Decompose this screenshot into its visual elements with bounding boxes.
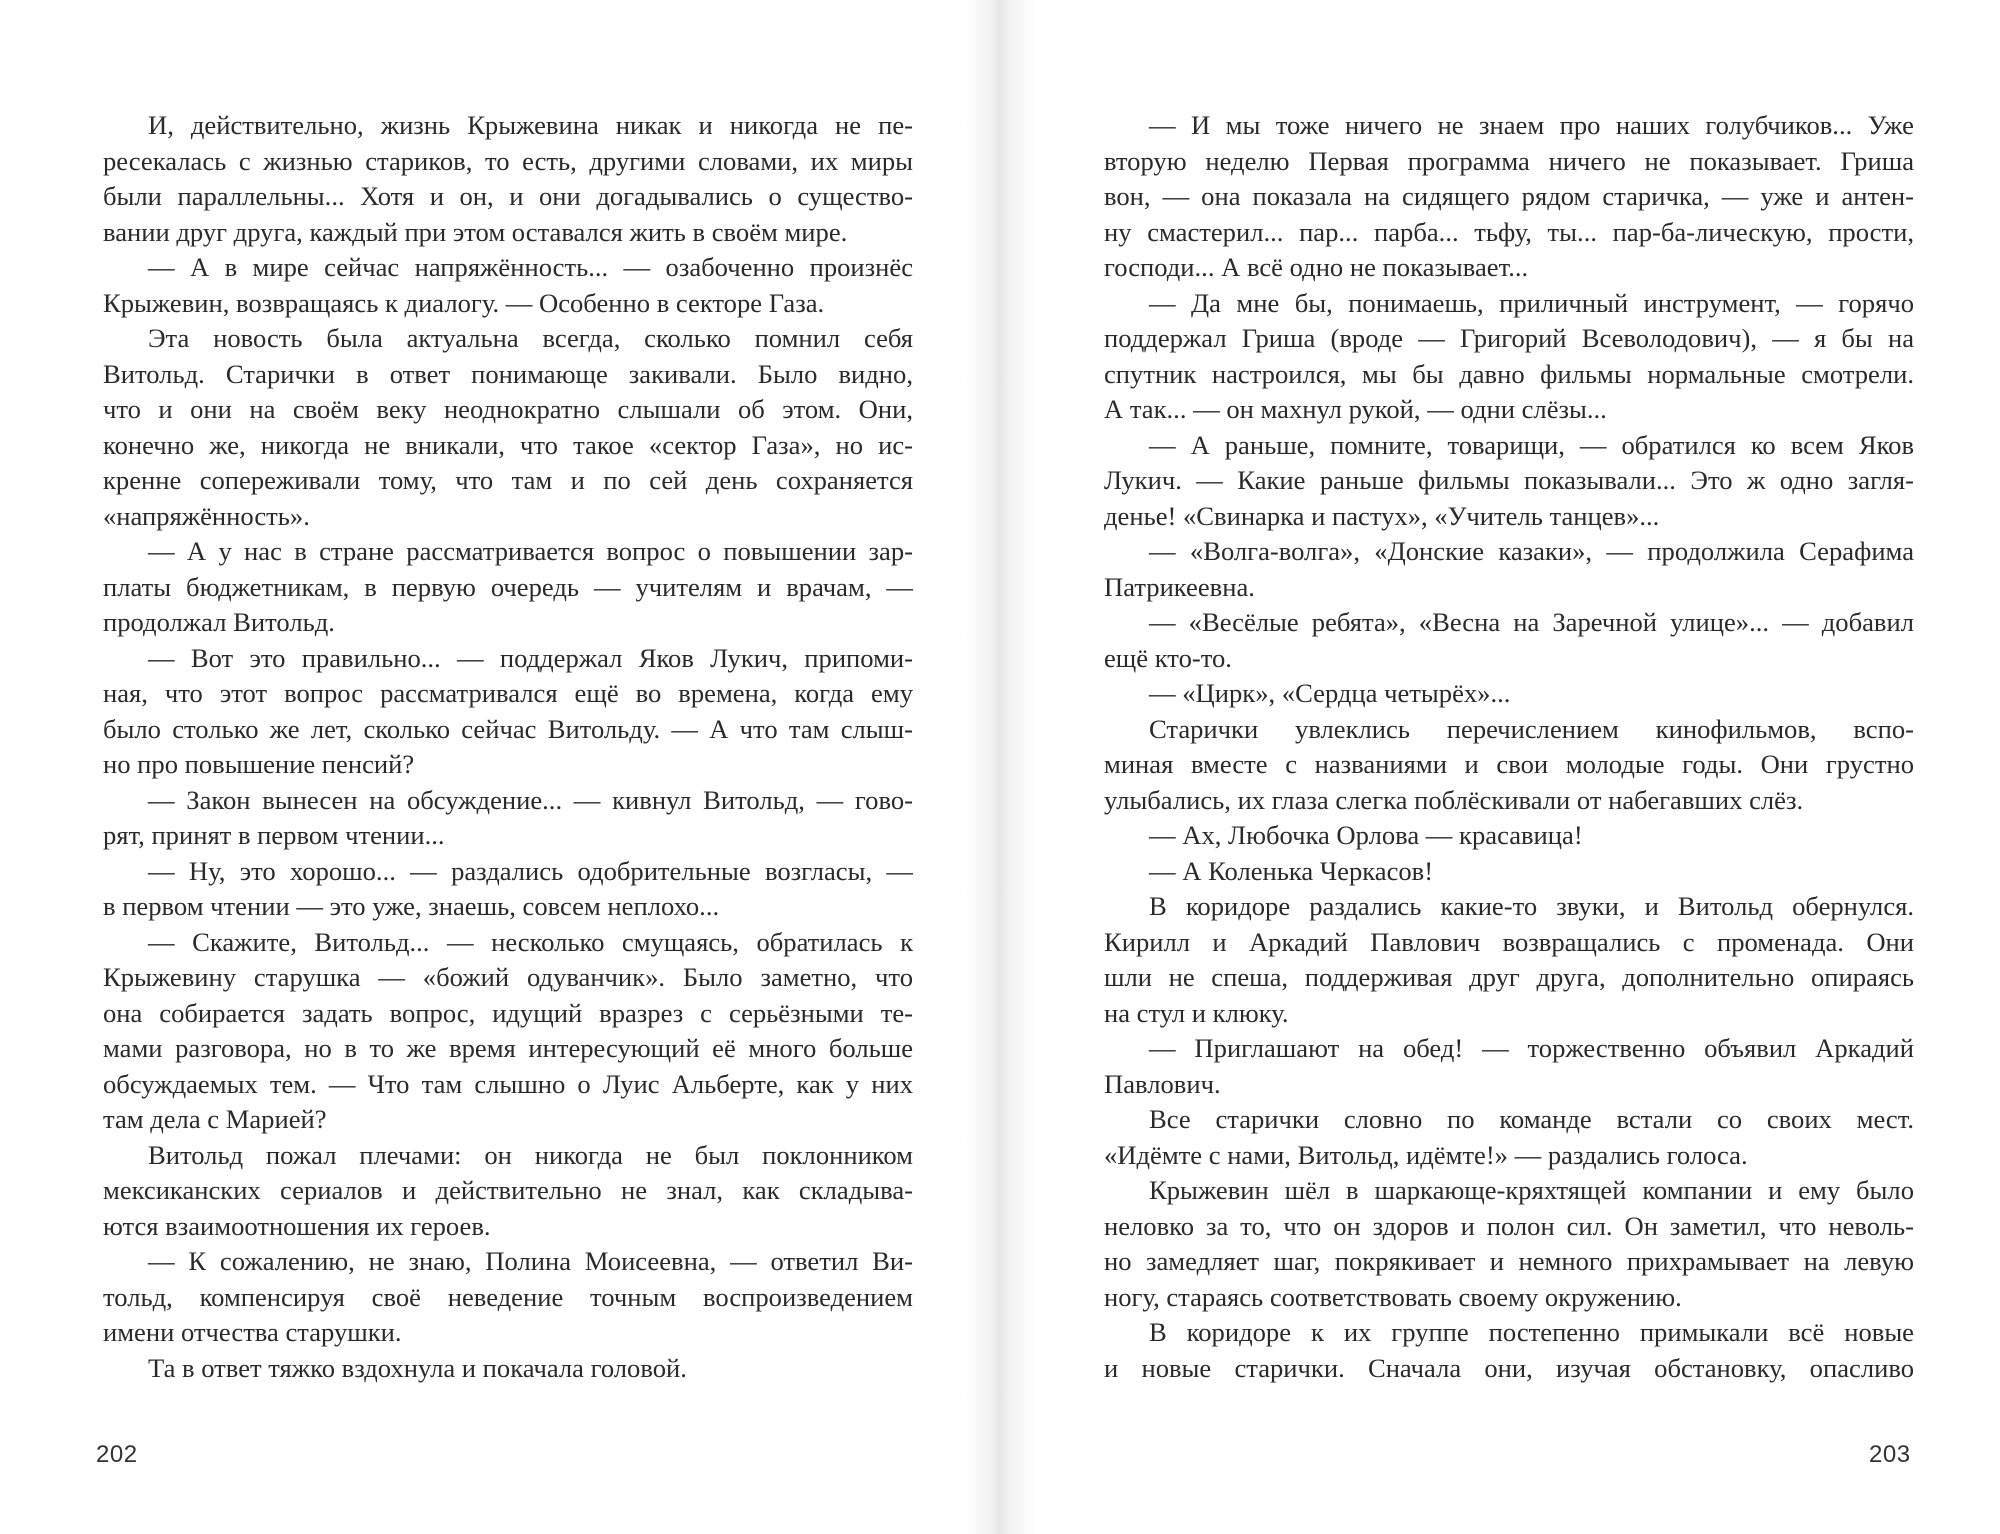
text-line: В коридоре раздались какие-то звуки, и Витольд обернулся. — [1149, 891, 1914, 921]
page-number-right: 203 — [1869, 1441, 1911, 1468]
right-page — [1000, 0, 2000, 1534]
text-line: ногу, стараясь соответствовать своему окружению. — [1104, 1281, 1682, 1312]
text-line: — И мы тоже ничего не знаем про наших голубчиков... Уже — [1149, 110, 1914, 140]
text-line: ресекалась с жизнью стариков, то есть, другими словами, их миры — [103, 145, 913, 176]
text-line: на стул и клюку. — [1104, 997, 1289, 1028]
text-line: Крыжевин, возвращаясь к диалогу. — Особенно в секторе Газа. — [103, 287, 825, 318]
right-page-text — [1104, 108, 1914, 1386]
text-line: рят, принят в первом чтении... — [103, 820, 445, 850]
text-line: Витольд. Старички в ответ понимающе закивали. Было видно, — [103, 358, 913, 389]
left-page-text — [103, 108, 913, 1386]
text-line: улыбались, их глаза слегка поблёскивали от набегавших слёз. — [1104, 784, 1804, 815]
text-line: кренне сопереживали тому, что там и по сей день сохраняется — [103, 465, 913, 495]
text-line: «напряжённость». — [103, 500, 310, 531]
text-line: — А Коленька Черкасов! — [1149, 855, 1434, 886]
text-line: спутник настроился, мы бы давно фильмы нормальные смотрели. — [1104, 358, 1914, 389]
text-line: — «Волга-волга», «Донские казаки», — продолжила Серафима — [1149, 536, 1914, 566]
text-line: было столько же лет, сколько сейчас Витольду. — А что там слыш- — [103, 713, 913, 744]
text-line: — А раньше, помните, товарищи, — обратился ко всем Яков — [1149, 429, 1914, 460]
text-line: вон, — она показала на сидящего рядом старичка, — уже и антен- — [1104, 181, 1914, 211]
text-line: «Идёмте с нами, Витольд, идёмте!» — раздались голоса. — [1104, 1139, 1748, 1170]
text-line: — Закон вынесен на обсуждение... — кивнул Витольд, — гово- — [148, 784, 913, 815]
text-line: — К сожалению, не знаю, Полина Моисеевна, — ответил Ви- — [148, 1246, 913, 1276]
text-line: господи... А всё одно не показывает... — [1104, 252, 1529, 282]
text-line: в первом чтении — это уже, знаешь, совсем неплохо... — [103, 891, 720, 921]
text-line: Старички увлеклись перечислением кинофильмов, вспо- — [1149, 713, 1914, 744]
text-line: миная вместе с названиями и свои молодые годы. Они грустно — [1104, 749, 1914, 779]
text-line: И, действительно, жизнь Крыжевина никак и никогда не пе- — [148, 110, 913, 140]
page-number-left: 202 — [96, 1441, 138, 1468]
text-line: — «Цирк», «Сердца четырёх»... — [1149, 678, 1511, 708]
text-line: имени отчества старушки. — [103, 1317, 402, 1347]
text-line: В коридоре к их группе постепенно примыкали всё новые — [1149, 1317, 1914, 1347]
text-line: Лукич. — Какие раньше фильмы показывали... Это ж одно загля- — [1104, 465, 1914, 495]
text-line: но про повышение пенсий? — [103, 749, 415, 779]
text-line: и новые старички. Сначала они, изучая обстановку, опасливо — [1104, 1352, 1914, 1383]
text-line: конечно же, никогда не вникали, что такое «сектор Газа», но ис- — [103, 429, 913, 460]
text-line: тольд, компенсируя своё неведение точным воспроизведением — [103, 1281, 913, 1312]
text-line: денье! «Свинарка и пастух», «Учитель танцев»... — [1104, 500, 1660, 531]
text-line: Эта новость была актуальна всегда, сколько помнил себя — [148, 323, 913, 353]
text-line: мексиканских сериалов и действительно не знал, как складыва- — [103, 1175, 913, 1205]
text-line: — Вот это правильно... — поддержал Яков Лукич, припоми- — [148, 642, 913, 673]
text-line: — Ах, Любочка Орлова — красавица! — [1149, 820, 1583, 850]
text-line: Патрикеевна. — [1104, 571, 1255, 602]
text-line: поддержал Гриша (вроде — Григорий Всеволодович), — я бы на — [1104, 323, 1914, 353]
text-line: — Скажите, Витольд... — несколько смущаясь, обратилась к — [148, 926, 913, 957]
text-line: мами разговора, но в то же время интересующий её много больше — [103, 1033, 913, 1063]
text-line: ются взаимоотношения их героев. — [103, 1210, 491, 1241]
text-line: — «Весёлые ребята», «Весна на Заречной улице»... — добавил — [1149, 607, 1914, 637]
text-line: вторую неделю Первая программа ничего не показывает. Гриша — [1104, 145, 1914, 176]
text-line: неловко за то, что он здоров и полон сил. Он заметил, что неволь- — [1104, 1210, 1914, 1241]
text-line: А так... — он махнул рукой, — одни слёзы... — [1104, 394, 1607, 424]
text-line: ещё кто-то. — [1104, 642, 1232, 673]
text-line: Крыжевину старушка — «божий одуванчик». Было заметно, что — [103, 962, 913, 992]
text-line: Витольд пожал плечами: он никогда не был поклонником — [148, 1139, 913, 1170]
text-line: были параллельны... Хотя и он, и они догадывались о существо- — [103, 181, 913, 211]
text-line: Та в ответ тяжко вздохнула и покачала головой. — [148, 1352, 687, 1383]
text-line: — Да мне бы, понимаешь, приличный инструмент, — горячо — [1149, 287, 1914, 318]
text-line: вании друг друга, каждый при этом оставался жить в своём мире. — [103, 216, 848, 247]
text-line: Все старички словно по команде встали со своих мест. — [1149, 1104, 1914, 1134]
text-line: Кирилл и Аркадий Павлович возвращались с променада. Они — [1104, 926, 1914, 957]
text-line: ная, что этот вопрос рассматривался ещё во времена, когда ему — [103, 678, 913, 708]
text-line: обсуждаемых тем. — Что там слышно о Луис Альберте, как у них — [103, 1068, 913, 1099]
text-line: она собирается задать вопрос, идущий вразрез с серьёзными те- — [103, 997, 913, 1028]
text-line: продолжал Витольд. — [103, 607, 335, 637]
text-line: Крыжевин шёл в шаркающе-кряхтящей компании и ему было — [1149, 1175, 1914, 1205]
text-line: ну смастерил... пар... парба... тьфу, ты... пар-ба-лическую, прости, — [1104, 216, 1914, 247]
text-line: — А в мире сейчас напряжённость... — озабоченно произнёс — [148, 252, 913, 282]
text-line: — Приглашают на обед! — торжественно объявил Аркадий — [1149, 1033, 1914, 1063]
text-line: там дела с Марией? — [103, 1104, 327, 1134]
text-line: — Ну, это хорошо... — раздались одобрительные возгласы, — — [148, 855, 913, 886]
text-line: — А у нас в стране рассматривается вопрос о повышении зар- — [148, 536, 913, 566]
text-line: шли не спеша, поддерживая друг друга, дополнительно опираясь — [1104, 962, 1914, 992]
text-line: что и они на своём веку неоднократно слышали об этом. Они, — [103, 394, 913, 424]
text-line: Павлович. — [1104, 1068, 1221, 1099]
text-line: но замедляет шаг, покрякивает и немного прихрамывает на левую — [1104, 1246, 1914, 1276]
text-line: платы бюджетникам, в первую очередь — учителям и врачам, — — [103, 571, 913, 602]
